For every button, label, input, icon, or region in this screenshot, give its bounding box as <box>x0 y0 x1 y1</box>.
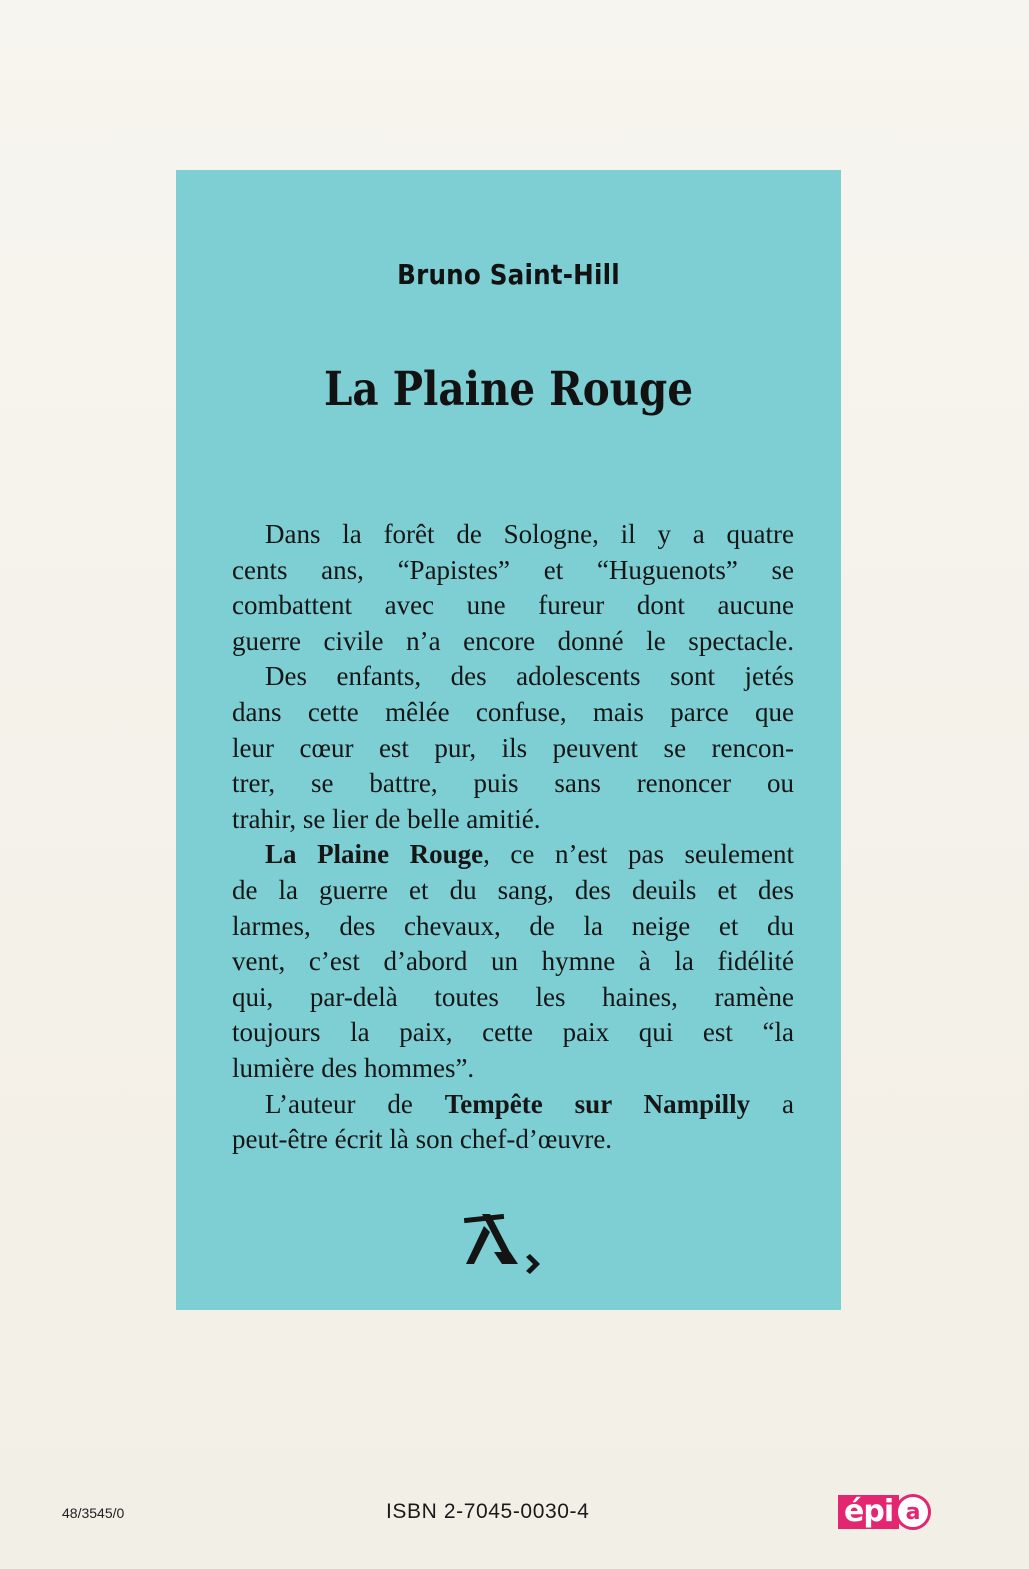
other-book-title: Tempête sur Nampilly <box>444 1088 751 1119</box>
blurb-paragraph-1 <box>232 517 794 659</box>
blurb-line: qui, par-delà toutes les haines, ramène <box>232 981 794 1012</box>
blurb-line: trahir, se lier de belle amitié. <box>232 803 541 834</box>
blurb-line: peut-être écrit là son chef-d’œuvre. <box>232 1124 613 1155</box>
blurb-line: vent, c’est d’abord un hymne à la fidélité <box>232 946 794 977</box>
blurb-line-rest: , ce n’est pas seulement <box>483 839 794 870</box>
blurb-line: cents ans, “Papistes” et “Huguenots” se <box>232 554 794 585</box>
blurb-paragraph-2 <box>232 659 794 837</box>
blurb-line <box>232 1087 794 1123</box>
blurb-line-start: L’auteur de <box>265 1088 445 1119</box>
blurb-line: guerre civile n’a encore donné le spectacle. <box>232 625 794 656</box>
book-title-inline: La Plaine Rouge <box>265 839 484 870</box>
blurb-line: de la guerre et du sang, des deuils et des <box>232 874 794 905</box>
isbn: ISBN 2-7045-0030-4 <box>386 1500 590 1523</box>
blurb-paragraph-4 <box>232 1087 794 1158</box>
blurb-panel <box>176 170 841 1310</box>
book-title: La Plaine Rouge <box>323 362 694 417</box>
blurb-line: combattent avec une fureur dont aucune <box>232 590 794 621</box>
blurb-line: larmes, des chevaux, de la neige et du <box>232 910 794 941</box>
blurb-line: trer, se battre, puis sans renoncer ou <box>232 768 794 799</box>
author-name: Bruno Saint-Hill <box>397 258 620 291</box>
catalog-code: 48/3545/0 <box>62 1505 125 1521</box>
blurb-line: Des enfants, des adolescents sont jetés <box>265 661 794 692</box>
blurb-line <box>232 837 794 873</box>
blurb-line: lumière des hommes”. <box>232 1052 475 1083</box>
blurb-line: leur cœur est pur, ils peuvent se rencon- <box>232 732 794 763</box>
publisher-logo <box>838 1494 931 1530</box>
blurb-paragraph-3 <box>232 837 794 1086</box>
publisher-logo-circle: a <box>895 1494 931 1530</box>
blurb-line-end: a <box>750 1088 795 1119</box>
stylized-a-chevron-icon <box>460 1212 550 1274</box>
blurb-line: toujours la paix, cette paix qui est “la <box>232 1017 794 1048</box>
publisher-logo-text: épi <box>838 1495 899 1529</box>
blurb-line: dans cette mêlée confuse, mais parce que <box>232 696 794 727</box>
blurb-text <box>232 517 794 1158</box>
blurb-line: Dans la forêt de Sologne, il y a quatre <box>265 519 794 549</box>
